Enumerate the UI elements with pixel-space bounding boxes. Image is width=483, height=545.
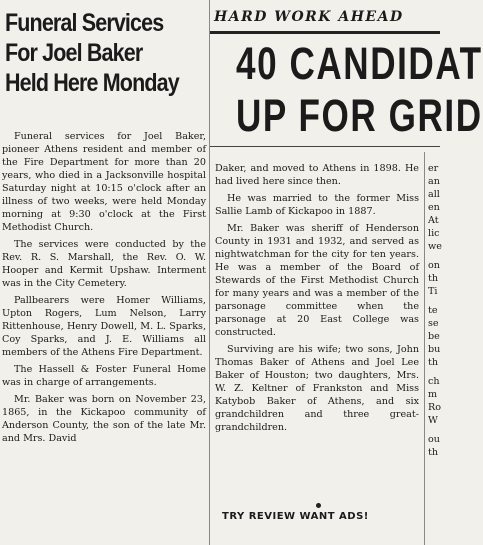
- article-paragraph: Pallbearers were Homer Williams, Upton Rogers, Lum Nelson, Larry Rittenhouse, Henry Dowell, M. L. Sparks, Coy Sparks, and J. E. Williams all members of the Athens Fire Department.: [2, 295, 206, 358]
- clipped-line: bu: [428, 344, 441, 355]
- article-paragraph: Mr. Baker was sheriff of Henderson County in 1931 and 1932, and served as nightwatchman for the city for ten years. He was a member of the Board of Stewards of the First Methodist Church for many years and was a member of the parsonage committee when the parsonage at 20 East College was constructed.: [215, 223, 419, 338]
- clipped-line: er: [428, 163, 439, 174]
- headline-line: Funeral Services: [5, 9, 164, 37]
- article-paragraph: Mr. Baker was born on November 23, 1865, in the Kickapoo community of Anderson County, the son of the late Mr. and Mrs. David: [2, 394, 206, 444]
- clipped-line: ch: [428, 376, 440, 387]
- clipped-line: At: [428, 215, 439, 226]
- article-paragraph: Funeral services for Joel Baker, pioneer Athens resident and member of the Fire Department for more than 20 years, who died in a Jacksonville hospital Saturday night at 10:15 o'clock after an illness of two weeks, were held Monday morning at 9:30 o'clock at the First Methodist Church.: [2, 131, 206, 233]
- clipped-line: be: [428, 331, 440, 342]
- clipped-line: all: [428, 189, 440, 200]
- funeral-article-continued: [215, 162, 419, 438]
- clipped-line: W: [428, 415, 438, 426]
- clipped-line: th: [428, 447, 439, 458]
- want-ads-banner: TRY REVIEW WANT ADS!: [222, 511, 369, 522]
- headline-line: 40 CANDIDAT: [236, 38, 483, 89]
- article-paragraph: The services were conducted by the Rev. R. S. Marshall, the Rev. O. W. Hooper and Kermit Upshaw. Interment was in the City Cemetery.: [2, 239, 206, 289]
- clipped-line: te: [428, 305, 438, 316]
- clipped-line: lic: [428, 228, 440, 239]
- funeral-article: [2, 8, 207, 98]
- separator-dot: [316, 503, 321, 508]
- clipped-line: th: [428, 357, 439, 368]
- kicker-headline: HARD WORK AHEAD: [214, 9, 404, 25]
- clipped-line: on: [428, 260, 440, 271]
- column-divider: [424, 152, 425, 545]
- funeral-article-body: [2, 130, 206, 449]
- clipped-line: ou: [428, 434, 440, 445]
- kicker-rule: [210, 31, 440, 34]
- article-paragraph: He was married to the former Miss Sallie Lamb of Kickapoo in 1887.: [215, 193, 419, 217]
- article-paragraph: Daker, and moved to Athens in 1898. He had lived here since then.: [215, 163, 419, 187]
- clipped-line: th: [428, 273, 439, 284]
- clipped-line: we: [428, 241, 442, 252]
- column-divider: [209, 0, 210, 545]
- clipped-column: [428, 162, 440, 459]
- clipped-line: Ti: [428, 286, 438, 297]
- clipped-line: m: [428, 389, 438, 400]
- headline-line: For Joel Baker: [5, 39, 143, 67]
- clipped-line: Ro: [428, 402, 441, 413]
- clipped-line: en: [428, 202, 440, 213]
- article-paragraph: The Hassell & Foster Funeral Home was in charge of arrangements.: [2, 364, 206, 388]
- article-headline: [5, 8, 179, 98]
- clipped-line: an: [428, 176, 440, 187]
- sports-headline: [236, 38, 483, 142]
- headline-line: Held Here Monday: [5, 69, 179, 97]
- headline-rule: [210, 146, 440, 147]
- article-paragraph: Surviving are his wife; two sons, John Thomas Baker of Athens and Joel Lee Baker of Houston; two daughters, Mrs. W. Z. Keltner of Frankston and Miss Katybob Baker of Athens, and six grandchildren and three great-grandchildren.: [215, 344, 419, 433]
- headline-line: UP FOR GRID: [236, 90, 483, 141]
- clipped-line: se: [428, 318, 439, 329]
